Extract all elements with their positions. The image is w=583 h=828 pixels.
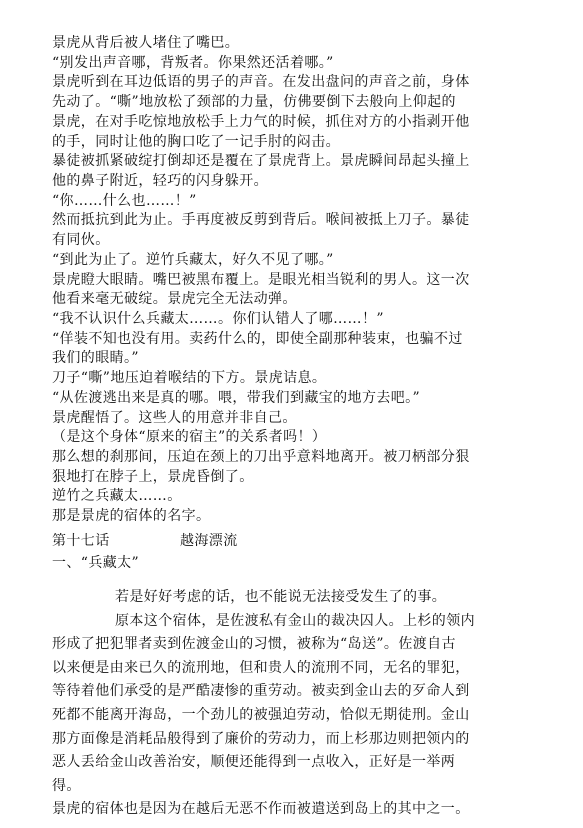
text-line: “我不认识什么兵藏太……。你们认错人了哪……！” (52, 311, 384, 328)
body-line: 景虎的宿体也是因为在越后无恶不作而被遣送到岛上的其中之一。 (52, 801, 470, 818)
body-line: 若是好好考虑的话，也不能说无法接受发生了的事。 (115, 589, 447, 605)
chapter-name: 越海漂流 (180, 533, 238, 549)
text-line: （是这个身体“原来的宿主”的关系者吗！） (52, 429, 327, 446)
text-line: 有同伙。 (52, 232, 110, 249)
text-line: 他看来毫无破绽。景虎完全无法动弹。 (52, 291, 297, 308)
text-line: “到此为止了。逆竹兵藏太，好久不见了哪。” (52, 251, 334, 268)
text-line: 那么想的刹那间，压迫在颈上的刀出乎意料地离开。被刀柄部分狠 (52, 449, 470, 466)
text-line: 先动了。“嘶”地放松了颈部的力量，仿佛要倒下去般向上仰起的 (52, 94, 456, 111)
text-line: “佯装不知也没有用。卖药什么的，即使全副那种装束，也骗不过 (52, 330, 463, 347)
body-line: 死都不能离开海岛，一个劲儿的被强迫劳动，恰似无期徒刑。金山 (52, 707, 470, 723)
text-line: 那是景虎的宿体的名字。 (52, 508, 211, 525)
text-line: 景虎从背后被人堵住了嘴巴。 (52, 35, 240, 51)
body-line: 形成了把犯罪者卖到佐渡金山的习惯，被称为“岛送”。佐渡自古 (52, 636, 456, 653)
text-line: 暴徒被抓紧破绽打倒却还是覆在了景虎背上。景虎瞬间昂起头撞上 (52, 153, 470, 170)
body-line: 以来便是由来已久的流刑地，但和贵人的流刑不同，无名的罪犯， (52, 659, 470, 676)
text-line: 刀子“嘶”地压迫着喉结的下方。景虎诘息。 (52, 370, 327, 387)
body-line: 等待着他们承受的是严酷凄惨的重劳动。被卖到金山去的歹命人到 (52, 683, 470, 700)
body-line: 那方面像是消耗品般得到了廉价的劳动力，而上杉那边则把领内的 (52, 730, 470, 747)
chapter-title: 第十七话 (52, 533, 110, 549)
text-line: 他的鼻子附近，轻巧的闪身躲开。 (52, 173, 268, 189)
text-line: “别发出声音哪，背叛者。你果然还活着哪。” (52, 54, 334, 71)
body-line: 原本这个宿体，是佐渡私有金山的裁决囚人。上杉的领内 (115, 612, 475, 629)
section-title: 一、“兵藏太” (52, 555, 140, 571)
text-line: 景虎醒悟了。这些人的用意并非自己。 (52, 409, 297, 426)
text-line: “从佐渡逃出来是真的哪。喂，带我们到藏宝的地方去吧。” (52, 389, 421, 406)
text-line: 景虎，在对手吃惊地放松手上力气的时候，抓住对方的小指剥开他 (52, 113, 470, 130)
body-line: 恶人丢给金山改善治安，顺便还能得到一点收入，正好是一举两 (52, 754, 456, 771)
text-line: “你……什么也……！” (52, 192, 197, 209)
text-line: 狠地打在脖子上，景虎昏倒了。 (52, 468, 254, 485)
text-line: 景虎听到在耳边低语的男子的声音。在发出盘问的声音之前，身体 (52, 74, 470, 91)
text-line: 逆竹之兵藏太……。 (52, 488, 182, 505)
text-line: 我们的眼睛。” (52, 350, 139, 367)
text-line: 然而抵抗到此为止。手再度被反剪到背后。喉间被抵上刀子。暴徒 (52, 212, 470, 229)
body-line: 得。 (52, 777, 81, 794)
text-line: 景虎瞪大眼睛。嘴巴被黑布覆上。是眼光相当锐利的男人。这一次 (52, 271, 470, 288)
text-line: 的手，同时让他的胸口吃了一记手肘的闷击。 (52, 133, 340, 150)
